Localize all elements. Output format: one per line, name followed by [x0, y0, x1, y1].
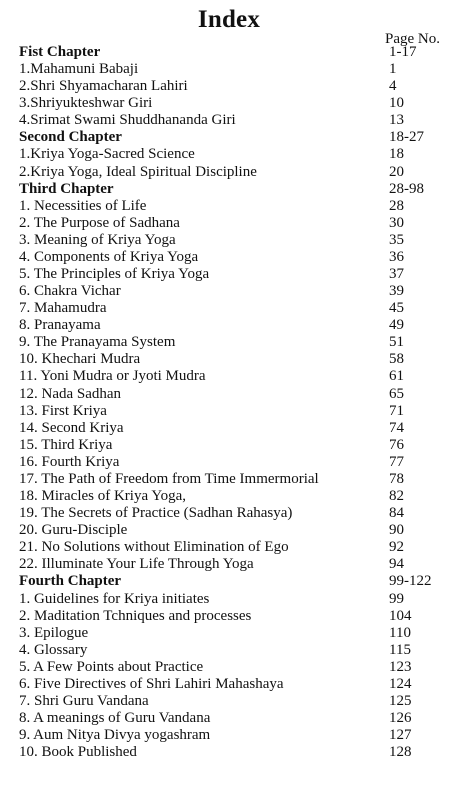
page-number: 115 — [389, 641, 411, 658]
entry-title: 22. Illuminate Your Life Through Yoga — [19, 556, 254, 573]
entry-title: 6. Five Directives of Shri Lahiri Mahashaya — [19, 675, 284, 692]
entry-title: 4. Glossary — [19, 641, 88, 658]
page-number: 78 — [389, 470, 404, 487]
index-entry-row — [0, 727, 458, 744]
page-number: 74 — [389, 419, 404, 436]
chapter-heading-row — [0, 44, 458, 61]
index-entry-row — [0, 608, 458, 625]
page-number: 90 — [389, 522, 404, 539]
index-entry-row — [0, 146, 458, 163]
index-entry-row — [0, 522, 458, 539]
entry-title: 16. Fourth Kriya — [19, 453, 120, 470]
page-number: 35 — [389, 231, 404, 248]
page-number: 110 — [389, 624, 411, 641]
page-number: 20 — [389, 163, 404, 180]
index-entry-row — [0, 198, 458, 215]
entry-title: 4. Components of Kriya Yoga — [19, 248, 199, 265]
index-entry-row — [0, 659, 458, 676]
entry-title: 13. First Kriya — [19, 402, 107, 419]
index-title: Index — [197, 6, 261, 33]
page-number: 77 — [389, 453, 404, 470]
page-number: 37 — [389, 266, 404, 283]
index-entry-row — [0, 334, 458, 351]
page-number: 82 — [389, 488, 404, 505]
entry-title: 19. The Secrets of Practice (Sadhan Rahasya) — [19, 505, 293, 522]
index-entry-row — [0, 164, 458, 181]
page-number: 58 — [389, 351, 404, 368]
entry-title: 2.Kriya Yoga, Ideal Spiritual Discipline — [19, 163, 257, 180]
entry-title: 17. The Path of Freedom from Time Immermorial — [19, 470, 319, 487]
index-entry-row — [0, 471, 458, 488]
index-entry-row — [0, 539, 458, 556]
chapter-title: Fourth Chapter — [19, 573, 122, 590]
page-number: 28-98 — [389, 180, 424, 197]
page-number: 1 — [389, 61, 397, 78]
page-number: 127 — [389, 727, 412, 744]
chapter-heading-row — [0, 181, 458, 198]
page-no-header: Page No. — [385, 31, 440, 47]
index-entry-row — [0, 556, 458, 573]
page-number: 123 — [389, 658, 412, 675]
page-number: 128 — [389, 744, 412, 761]
index-entries — [0, 44, 458, 761]
entry-title: 21. No Solutions without Elimination of Ego — [19, 539, 289, 556]
index-entry-row — [0, 403, 458, 420]
entry-title: 7. Shri Guru Vandana — [19, 692, 149, 709]
entry-title: 7. Mahamudra — [19, 300, 107, 317]
chapter-title: Third Chapter — [19, 180, 114, 197]
index-entry-row — [0, 215, 458, 232]
entry-title: 4.Srimat Swami Shuddhananda Giri — [19, 112, 236, 129]
page-number: 65 — [389, 385, 404, 402]
index-entry-row — [0, 300, 458, 317]
page-number: 104 — [389, 607, 412, 624]
page-number: 99-122 — [389, 573, 432, 590]
page-number: 76 — [389, 436, 404, 453]
index-entry-row — [0, 351, 458, 368]
index-entry-row — [0, 591, 458, 608]
index-entry-row — [0, 78, 458, 95]
page-number: 84 — [389, 505, 404, 522]
entry-title: 12. Nada Sadhan — [19, 385, 122, 402]
page-number: 61 — [389, 368, 404, 385]
page-number: 18 — [389, 146, 404, 163]
index-entry-row — [0, 505, 458, 522]
page-number: 10 — [389, 95, 404, 112]
entry-title: 1.Kriya Yoga-Sacred Science — [19, 146, 195, 163]
entry-title: 2.Shri Shyamacharan Lahiri — [19, 78, 188, 95]
entry-title: 10. Book Published — [19, 744, 137, 761]
page-number: 4 — [389, 78, 397, 95]
entry-title: 1.Mahamuni Babaji — [19, 61, 139, 78]
entry-title: 11. Yoni Mudra or Jyoti Mudra — [19, 368, 206, 385]
page-number: 45 — [389, 300, 404, 317]
entry-title: 6. Chakra Vichar — [19, 283, 121, 300]
entry-title: 3. Epilogue — [19, 624, 89, 641]
chapter-title: Second Chapter — [19, 129, 122, 146]
index-entry-row — [0, 420, 458, 437]
page-number: 28 — [389, 197, 404, 214]
index-entry-row — [0, 249, 458, 266]
entry-title: 8. Pranayama — [19, 317, 101, 334]
index-entry-row — [0, 283, 458, 300]
entry-title: 3.Shriyukteshwar Giri — [19, 95, 153, 112]
page-number: 125 — [389, 692, 412, 709]
index-entry-row — [0, 693, 458, 710]
page-number: 49 — [389, 317, 404, 334]
entry-title: 8. A meanings of Guru Vandana — [19, 710, 211, 727]
page-number: 94 — [389, 556, 404, 573]
entry-title: 10. Khechari Mudra — [19, 351, 141, 368]
page-number: 99 — [389, 590, 404, 607]
index-entry-row — [0, 454, 458, 471]
page-number: 71 — [389, 402, 404, 419]
entry-title: 1. Necessities of Life — [19, 197, 147, 214]
page-number: 126 — [389, 710, 412, 727]
index-entry-row — [0, 676, 458, 693]
page-number: 1-17 — [389, 44, 417, 60]
index-entry-row — [0, 61, 458, 78]
page-number: 30 — [389, 214, 404, 231]
page-number: 92 — [389, 539, 404, 556]
chapter-title: Fist Chapter — [19, 44, 101, 60]
page-number: 36 — [389, 248, 404, 265]
entry-title: 20. Guru-Disciple — [19, 522, 128, 539]
entry-title: 5. A Few Points about Practice — [19, 658, 204, 675]
index-entry-row — [0, 625, 458, 642]
page-number: 13 — [389, 112, 404, 129]
page-number: 39 — [389, 283, 404, 300]
index-entry-row — [0, 710, 458, 727]
entry-title: 2. The Purpose of Sadhana — [19, 214, 180, 231]
entry-title: 18. Miracles of Kriya Yoga, — [19, 488, 187, 505]
index-entry-row — [0, 488, 458, 505]
index-entry-row — [0, 266, 458, 283]
entry-title: 5. The Principles of Kriya Yoga — [19, 266, 210, 283]
index-entry-row — [0, 112, 458, 129]
page-number: 18-27 — [389, 129, 424, 146]
index-entry-row — [0, 744, 458, 761]
entry-title: 9. The Pranayama System — [19, 334, 176, 351]
entry-title: 14. Second Kriya — [19, 419, 124, 436]
page-number: 51 — [389, 334, 404, 351]
chapter-heading-row — [0, 573, 458, 590]
entry-title: 1. Guidelines for Kriya initiates — [19, 590, 210, 607]
entry-title: 2. Maditation Tchniques and processes — [19, 607, 252, 624]
index-entry-row — [0, 317, 458, 334]
index-entry-row — [0, 437, 458, 454]
index-entry-row — [0, 368, 458, 385]
chapter-heading-row — [0, 129, 458, 146]
entry-title: 15. Third Kriya — [19, 436, 113, 453]
entry-title: 3. Meaning of Kriya Yoga — [19, 231, 176, 248]
index-entry-row — [0, 232, 458, 249]
index-entry-row — [0, 95, 458, 112]
index-entry-row — [0, 642, 458, 659]
entry-title: 9. Aum Nitya Divya yogashram — [19, 727, 211, 744]
index-entry-row — [0, 386, 458, 403]
page-number: 124 — [389, 675, 412, 692]
